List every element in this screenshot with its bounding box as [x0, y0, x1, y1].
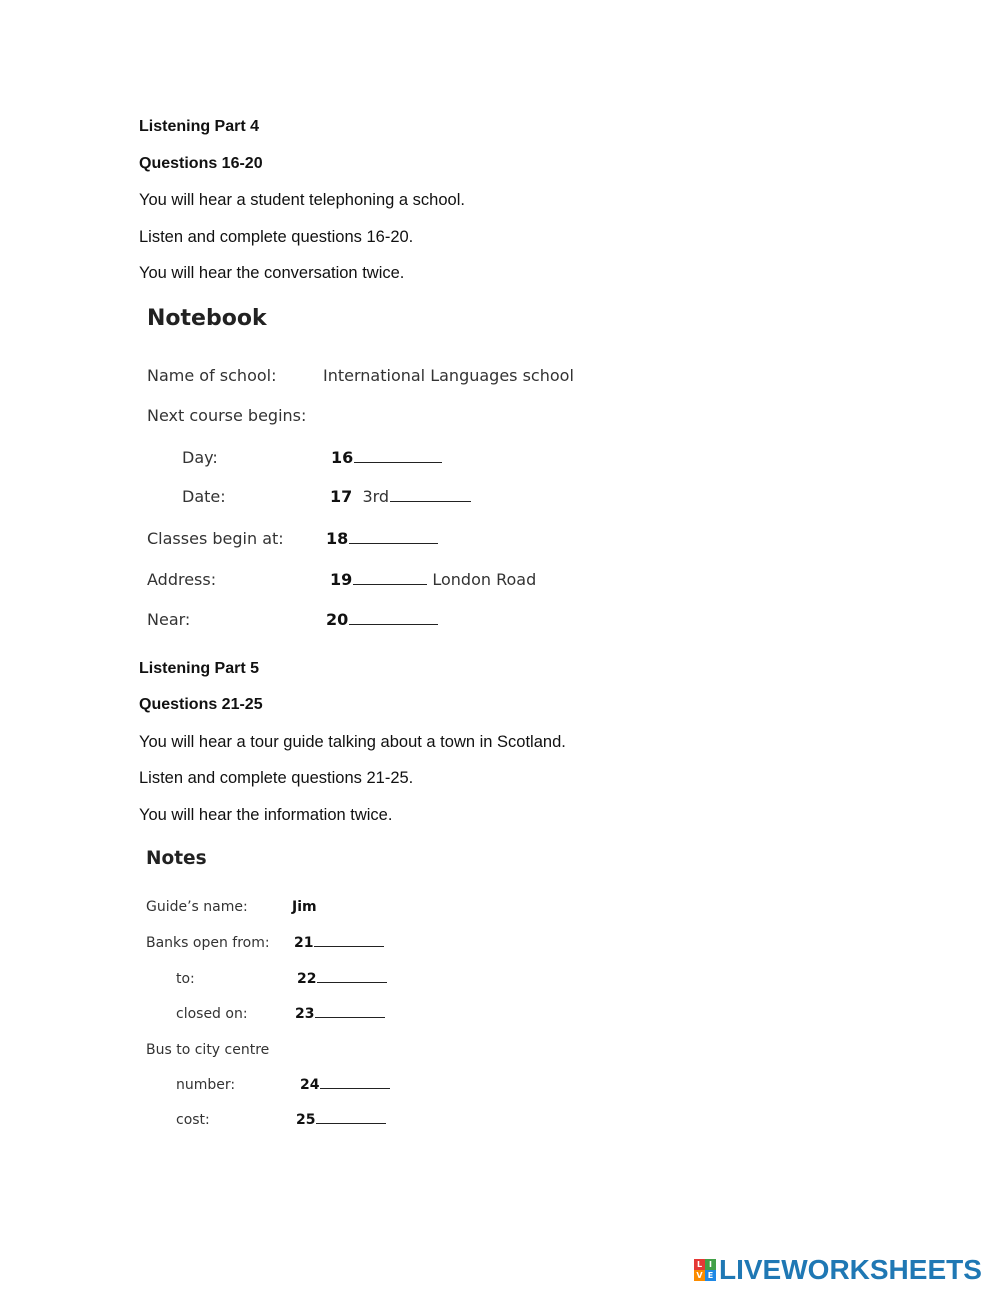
logo-icon [694, 1259, 716, 1281]
logo-text: LIVEWORKSHEETS [719, 1254, 982, 1285]
answer-blank[interactable] [349, 623, 438, 625]
next-course-label: Next course begins: [147, 406, 307, 425]
answer-blank[interactable] [354, 461, 442, 463]
date-label: Date: [182, 487, 226, 506]
date-prefix: 3rd [362, 487, 390, 506]
classes-answer [326, 529, 438, 548]
banks-label: Banks open from: [146, 935, 270, 951]
number-answer [300, 1077, 390, 1093]
logo-icon-letter: I [705, 1259, 716, 1270]
question-number: 19 [330, 570, 353, 589]
notebook-title: Notebook [147, 306, 267, 331]
logo-icon-letter: L [694, 1259, 705, 1270]
closed-answer [295, 1006, 385, 1022]
answer-blank[interactable] [317, 981, 387, 983]
notes-title: Notes [146, 848, 207, 869]
guide-name: Jim [292, 899, 317, 915]
question-number: 16 [331, 448, 354, 467]
question-number: 22 [297, 971, 317, 987]
date-answer [330, 487, 471, 506]
to-label: to: [176, 971, 195, 987]
part5-instruction-1: You will hear a tour guide talking about a town in Scotland. [139, 733, 566, 751]
answer-blank[interactable] [390, 500, 471, 502]
closed-label: closed on: [176, 1006, 248, 1022]
answer-blank[interactable] [316, 1122, 386, 1124]
part4-questions: Questions 16-20 [139, 155, 263, 172]
near-label: Near: [147, 610, 191, 629]
guide-label: Guide’s name: [146, 899, 248, 915]
part5-instruction-3: You will hear the information twice. [139, 806, 393, 824]
logo-icon-letter: V [694, 1270, 705, 1281]
near-answer [326, 610, 438, 629]
banks-answer [294, 935, 384, 951]
part4-instruction-3: You will hear the conversation twice. [139, 264, 405, 282]
answer-blank[interactable] [353, 583, 427, 585]
question-number: 17 [330, 487, 353, 506]
answer-blank[interactable] [315, 1016, 385, 1018]
part4-instruction-1: You will hear a student telephoning a school. [139, 191, 465, 209]
question-number: 24 [300, 1077, 320, 1093]
cost-answer [296, 1112, 386, 1128]
day-answer [331, 448, 442, 467]
question-number: 21 [294, 935, 314, 951]
classes-label: Classes begin at: [147, 529, 284, 548]
logo-icon-letter: E [705, 1270, 716, 1281]
question-number: 23 [295, 1006, 315, 1022]
part4-title: Listening Part 4 [139, 118, 260, 135]
address-suffix: London Road [432, 570, 537, 589]
day-label: Day: [182, 448, 218, 467]
address-label: Address: [147, 570, 217, 589]
liveworksheets-logo [694, 1254, 982, 1286]
part4-instruction-2: Listen and complete questions 16-20. [139, 228, 414, 246]
part5-title: Listening Part 5 [139, 660, 260, 677]
answer-blank[interactable] [314, 945, 384, 947]
answer-blank[interactable] [320, 1087, 390, 1089]
cost-label: cost: [176, 1112, 210, 1128]
guide-value [292, 899, 317, 915]
address-answer [330, 570, 536, 589]
question-number: 20 [326, 610, 349, 629]
part5-instruction-2: Listen and complete questions 21-25. [139, 769, 414, 787]
to-answer [297, 971, 387, 987]
answer-blank[interactable] [349, 542, 438, 544]
bus-label: Bus to city centre [146, 1042, 270, 1058]
school-value: International Languages school [323, 366, 574, 385]
part5-questions: Questions 21-25 [139, 696, 263, 713]
question-number: 25 [296, 1112, 316, 1128]
question-number: 18 [326, 529, 349, 548]
school-label: Name of school: [147, 366, 277, 385]
number-label: number: [176, 1077, 236, 1093]
